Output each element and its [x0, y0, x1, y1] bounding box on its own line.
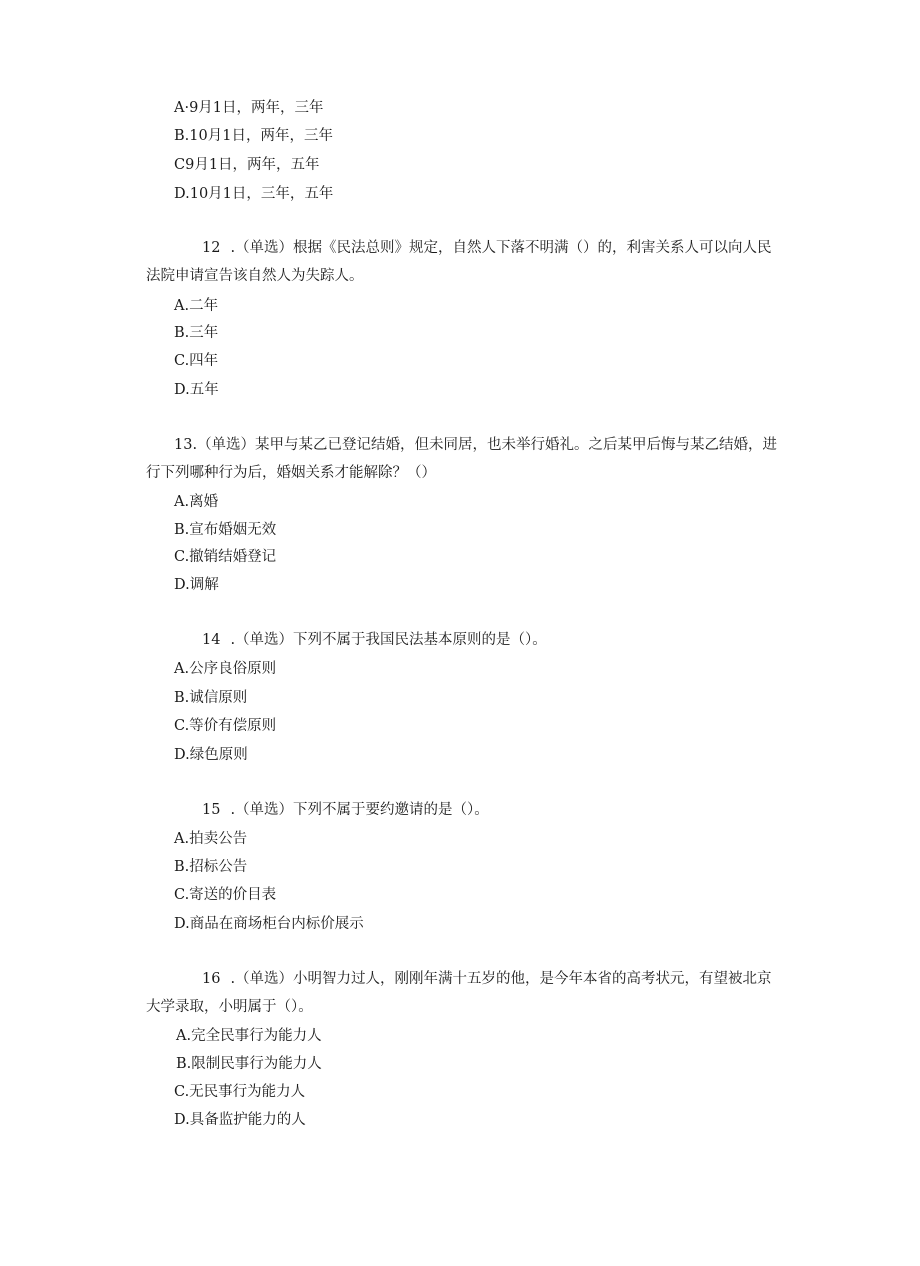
option-c: C.四年: [174, 353, 219, 369]
question-number: 16: [202, 971, 221, 987]
question-number: 15: [202, 802, 221, 818]
option-c: C.无民事行为能力人: [174, 1084, 306, 1100]
option-c: C.撤销结婚登记: [174, 549, 277, 565]
option-d: D.五年: [174, 382, 219, 398]
question-text: .（单选）下列不属于要约邀请的是（）。: [230, 802, 489, 818]
option-b: B.宣布婚姻无效: [174, 522, 277, 538]
option-a: A.离婚: [174, 494, 219, 510]
option-d: D.调解: [174, 577, 219, 593]
option-d: D.商品在商场柜台内标价展示: [174, 916, 364, 932]
question-text: .（单选）根据《民法总则》规定，自然人下落不明满（）的，利害关系人可以向人民法院申请宣告该自然人为失踪人。: [146, 240, 772, 284]
option-a: A.公序良俗原则: [174, 661, 277, 677]
question-number: 12: [202, 240, 221, 256]
option-a: A.二年: [174, 298, 219, 314]
option-b: B.招标公告: [174, 859, 248, 875]
question-12-stem: [146, 234, 786, 290]
option-a: A.完全民事行为能力人: [176, 1028, 322, 1044]
option-c: C.等价有偿原则: [174, 718, 277, 734]
option-b: B.限制民事行为能力人: [176, 1056, 322, 1072]
question-text: （单选）某甲与某乙已登记结婚，但未同居，也未举行婚礼。之后某甲后悔与某乙结婚，进行下列哪种行为后，婚姻关系才能解除？（）: [146, 437, 778, 481]
option-a: A.拍卖公告: [174, 831, 248, 847]
option-b: B.10月1日，两年，三年: [174, 128, 333, 144]
question-16-stem: [146, 965, 786, 1021]
question-text: .（单选）下列不属于我国民法基本原则的是（）。: [230, 632, 547, 648]
option-c: C.寄送的价目表: [174, 887, 277, 903]
question-text: .（单选）小明智力过人，刚刚年满十五岁的他，是今年本省的高考状元，有望被北京大学录取，小明属于（）。: [146, 971, 772, 1015]
question-15-stem: [146, 796, 786, 824]
option-d: D.绿色原则: [174, 747, 248, 763]
question-13-stem: [146, 431, 786, 487]
option-b: B.三年: [174, 325, 219, 341]
option-a: A·9月1日，两年，三年: [174, 100, 324, 116]
option-d: D.具备监护能力的人: [174, 1112, 306, 1128]
question-number: 13.: [174, 437, 198, 453]
option-c: C9月1日，两年，五年: [174, 157, 320, 173]
option-d: D.10月1日，三年，五年: [174, 186, 334, 202]
question-14-stem: [146, 626, 786, 654]
option-b: B.诚信原则: [174, 690, 248, 706]
question-number: 14: [202, 632, 221, 648]
